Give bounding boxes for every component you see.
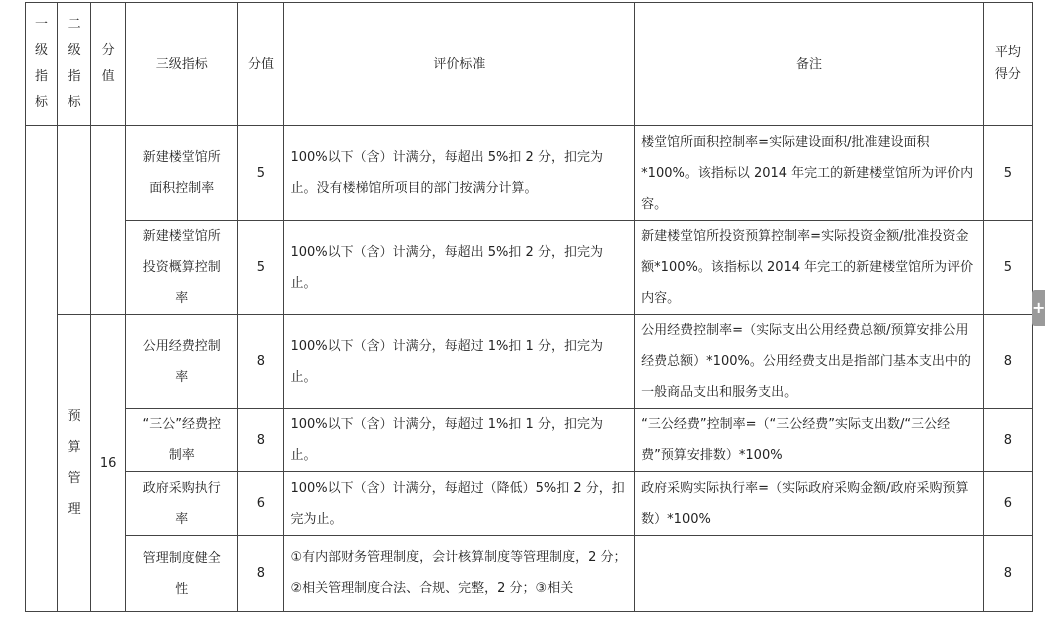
header-criteria: 评价标准 xyxy=(284,3,635,126)
score-cell: 5 xyxy=(238,221,284,315)
level1-cell xyxy=(26,126,58,612)
header-level1: 一级指标 xyxy=(26,3,58,126)
avg-cell: 5 xyxy=(983,221,1032,315)
header-remarks: 备注 xyxy=(635,3,984,126)
remark-cell xyxy=(635,536,984,612)
indicator-cell: 新建楼堂馆所投资概算控制率 xyxy=(126,221,238,315)
avg-cell: 8 xyxy=(983,315,1032,409)
table-row xyxy=(26,409,1033,472)
table-row xyxy=(26,536,1033,612)
table-row xyxy=(26,221,1033,315)
avg-cell: 6 xyxy=(983,472,1032,536)
criteria-cell: 100%以下（含）计满分，每超过 1%扣 1 分，扣完为止。 xyxy=(284,315,635,409)
score-cell: 6 xyxy=(238,472,284,536)
remark-cell: 新建楼堂馆所投资预算控制率=实际投资金额/批准投资金额*100%。该指标以 2014 年完工的新建楼堂馆所为评价内容。 xyxy=(635,221,984,315)
remark-cell: 公用经费控制率=（实际支出公用经费总额/预算安排公用经费总额）*100%。公用经费支出是指部门基本支出中的一般商品支出和服务支出。 xyxy=(635,315,984,409)
score-cell: 8 xyxy=(238,409,284,472)
indicator-cell: 新建楼堂馆所面积控制率 xyxy=(126,126,238,221)
score-cell: 8 xyxy=(238,536,284,612)
indicator-cell: 政府采购执行率 xyxy=(126,472,238,536)
avg-cell: 8 xyxy=(983,536,1032,612)
avg-cell: 5 xyxy=(983,126,1032,221)
criteria-cell: 100%以下（含）计满分，每超过 1%扣 1 分，扣完为止。 xyxy=(284,409,635,472)
evaluation-table xyxy=(25,2,1033,612)
level2-name-cell: 预算管理 xyxy=(58,315,91,612)
avg-cell: 8 xyxy=(983,409,1032,472)
remark-cell: 政府采购实际执行率=（实际政府采购金额/政府采购预算数）*100% xyxy=(635,472,984,536)
table-row xyxy=(26,126,1033,221)
indicator-cell: “三公”经费控制率 xyxy=(126,409,238,472)
score-cell: 8 xyxy=(238,315,284,409)
header-avg: 平均得分 xyxy=(983,3,1032,126)
indicator-cell: 管理制度健全性 xyxy=(126,536,238,612)
header-score1: 分值 xyxy=(91,3,126,126)
indicator-cell: 公用经费控制率 xyxy=(126,315,238,409)
remark-cell: “三公经费”控制率=（“三公经费”实际支出数/“三公经费”预算安排数）*100% xyxy=(635,409,984,472)
score1-cell-empty xyxy=(91,126,126,315)
header-level3: 三级指标 xyxy=(126,3,238,126)
remark-cell: 楼堂馆所面积控制率=实际建设面积/批准建设面积*100%。该指标以 2014 年完工的新建楼堂馆所为评价内容。 xyxy=(635,126,984,221)
header-row xyxy=(26,3,1033,126)
level2-score-cell: 16 xyxy=(91,315,126,612)
expand-button[interactable]: + xyxy=(1032,290,1045,326)
table-row xyxy=(26,472,1033,536)
header-score2: 分值 xyxy=(238,3,284,126)
criteria-cell: 100%以下（含）计满分，每超过（降低）5%扣 2 分，扣完为止。 xyxy=(284,472,635,536)
score-cell: 5 xyxy=(238,126,284,221)
header-level2: 二级指标 xyxy=(58,3,91,126)
criteria-cell: ①有内部财务管理制度，会计核算制度等管理制度，2 分；②相关管理制度合法、合规、完整，2 分；③相关 xyxy=(284,536,635,612)
criteria-cell: 100%以下（含）计满分，每超出 5%扣 2 分，扣完为止。 xyxy=(284,221,635,315)
table-row xyxy=(26,315,1033,409)
criteria-cell: 100%以下（含）计满分，每超出 5%扣 2 分，扣完为止。没有楼梯馆所项目的部门按满分计算。 xyxy=(284,126,635,221)
level2-cell-empty xyxy=(58,126,91,315)
